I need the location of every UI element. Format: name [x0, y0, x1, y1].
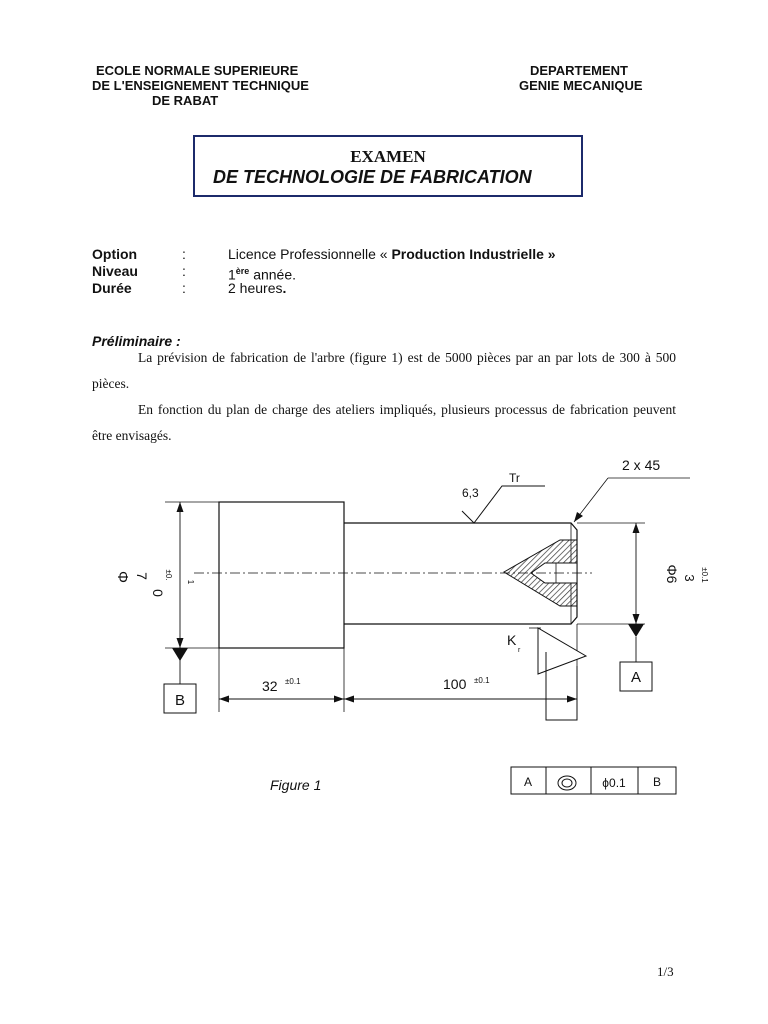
- datum-a-triangle: [628, 624, 644, 637]
- niveau-label: Niveau: [92, 263, 138, 279]
- dim-100-arrow-right: [567, 696, 577, 703]
- dim-phi70-arrow-bottom: [177, 638, 184, 648]
- fcf-tolerance: ϕ0.1: [602, 776, 626, 790]
- fcf-datum-b: B: [652, 775, 662, 789]
- phi63-main: Φ6: [664, 564, 680, 584]
- school-name-line3: DE RABAT: [152, 93, 219, 108]
- dim-100-arrow-left: [344, 696, 354, 703]
- phi63-label: [664, 565, 709, 584]
- datum-b-letter: B: [174, 692, 186, 709]
- preliminaire-paragraph-1: La prévision de fabrication de l'arbre (figure 1) est de 5000 pièces par an par lots de 300 à 500 pièces.: [92, 350, 676, 391]
- page-number: 1/3: [657, 964, 674, 979]
- option-label: Option: [92, 246, 138, 262]
- large-diameter-section: [219, 502, 344, 648]
- preliminaire-paragraph-2: En fonction du plan de charge des ateliers impliqués, plusieurs processus de fabrication peuvent être envisagés.: [92, 402, 676, 443]
- preliminaire-heading: Préliminaire :: [92, 333, 181, 349]
- department-line2: GENIE MECANIQUE: [519, 78, 643, 93]
- roughness-tr: Tr: [509, 471, 520, 485]
- roughness-value: 6,3: [462, 486, 479, 500]
- exam-title-line1: EXAMEN: [350, 147, 426, 166]
- duree-dot: .: [282, 280, 287, 296]
- phi70-d2: 0: [150, 589, 166, 597]
- cutting-tool: [538, 628, 586, 674]
- kr-r: r: [518, 647, 521, 654]
- dim-32-arrow-left: [219, 696, 229, 703]
- niveau-num: 1: [228, 266, 236, 283]
- school-name-line2: DE L'ENSEIGNEMENT TECHNIQUE: [92, 78, 309, 93]
- kr-k: K: [507, 632, 517, 648]
- fcf-datum-a: A: [523, 775, 533, 789]
- niveau-sup: ère: [235, 266, 250, 276]
- chamfer-leader-arrow: [574, 512, 583, 522]
- dim-100-value: 100: [443, 676, 467, 692]
- phi70-tol2: 1: [186, 579, 195, 585]
- duree-label: Durée: [92, 280, 132, 296]
- chamfer-label: 2 x 45: [622, 457, 661, 473]
- option-prefix: Licence Professionnelle «: [228, 246, 392, 262]
- datum-a-letter: A: [630, 669, 642, 686]
- niveau-rest: année.: [249, 266, 297, 283]
- exam-title-line2: DE TECHNOLOGIE DE FABRICATION: [213, 167, 532, 187]
- dim-phi63-arrow-top: [633, 523, 640, 533]
- phi63-tol: ±0.1: [700, 567, 709, 583]
- niveau-colon: :: [182, 263, 186, 279]
- school-name-line1: ECOLE NORMALE SUPERIEURE: [96, 63, 299, 78]
- dim-32-value: 32: [262, 678, 278, 694]
- phi63-d2: 3: [682, 574, 697, 582]
- duree-colon: :: [182, 280, 186, 296]
- department-line1: DEPARTEMENT: [530, 63, 628, 78]
- duree-text: 2 heures: [228, 280, 283, 296]
- datum-b-triangle: [172, 648, 188, 661]
- dim-32-tol: ±0.1: [285, 677, 301, 686]
- option-bold: Production Industrielle »: [391, 246, 556, 262]
- phi70-tol: ±0.: [164, 569, 173, 581]
- dim-100-tol: ±0.1: [474, 676, 490, 685]
- dim-32-arrow-right: [334, 696, 344, 703]
- phi70-d1: 7: [134, 572, 150, 580]
- dim-phi63-arrow-bottom: [633, 614, 640, 624]
- figure-caption: Figure 1: [270, 777, 322, 793]
- dim-phi70-arrow-top: [177, 502, 184, 512]
- fcf-frame: [511, 767, 676, 794]
- option-colon: :: [182, 246, 186, 262]
- phi70-label: [114, 569, 195, 597]
- phi70-phi: Φ: [114, 571, 131, 583]
